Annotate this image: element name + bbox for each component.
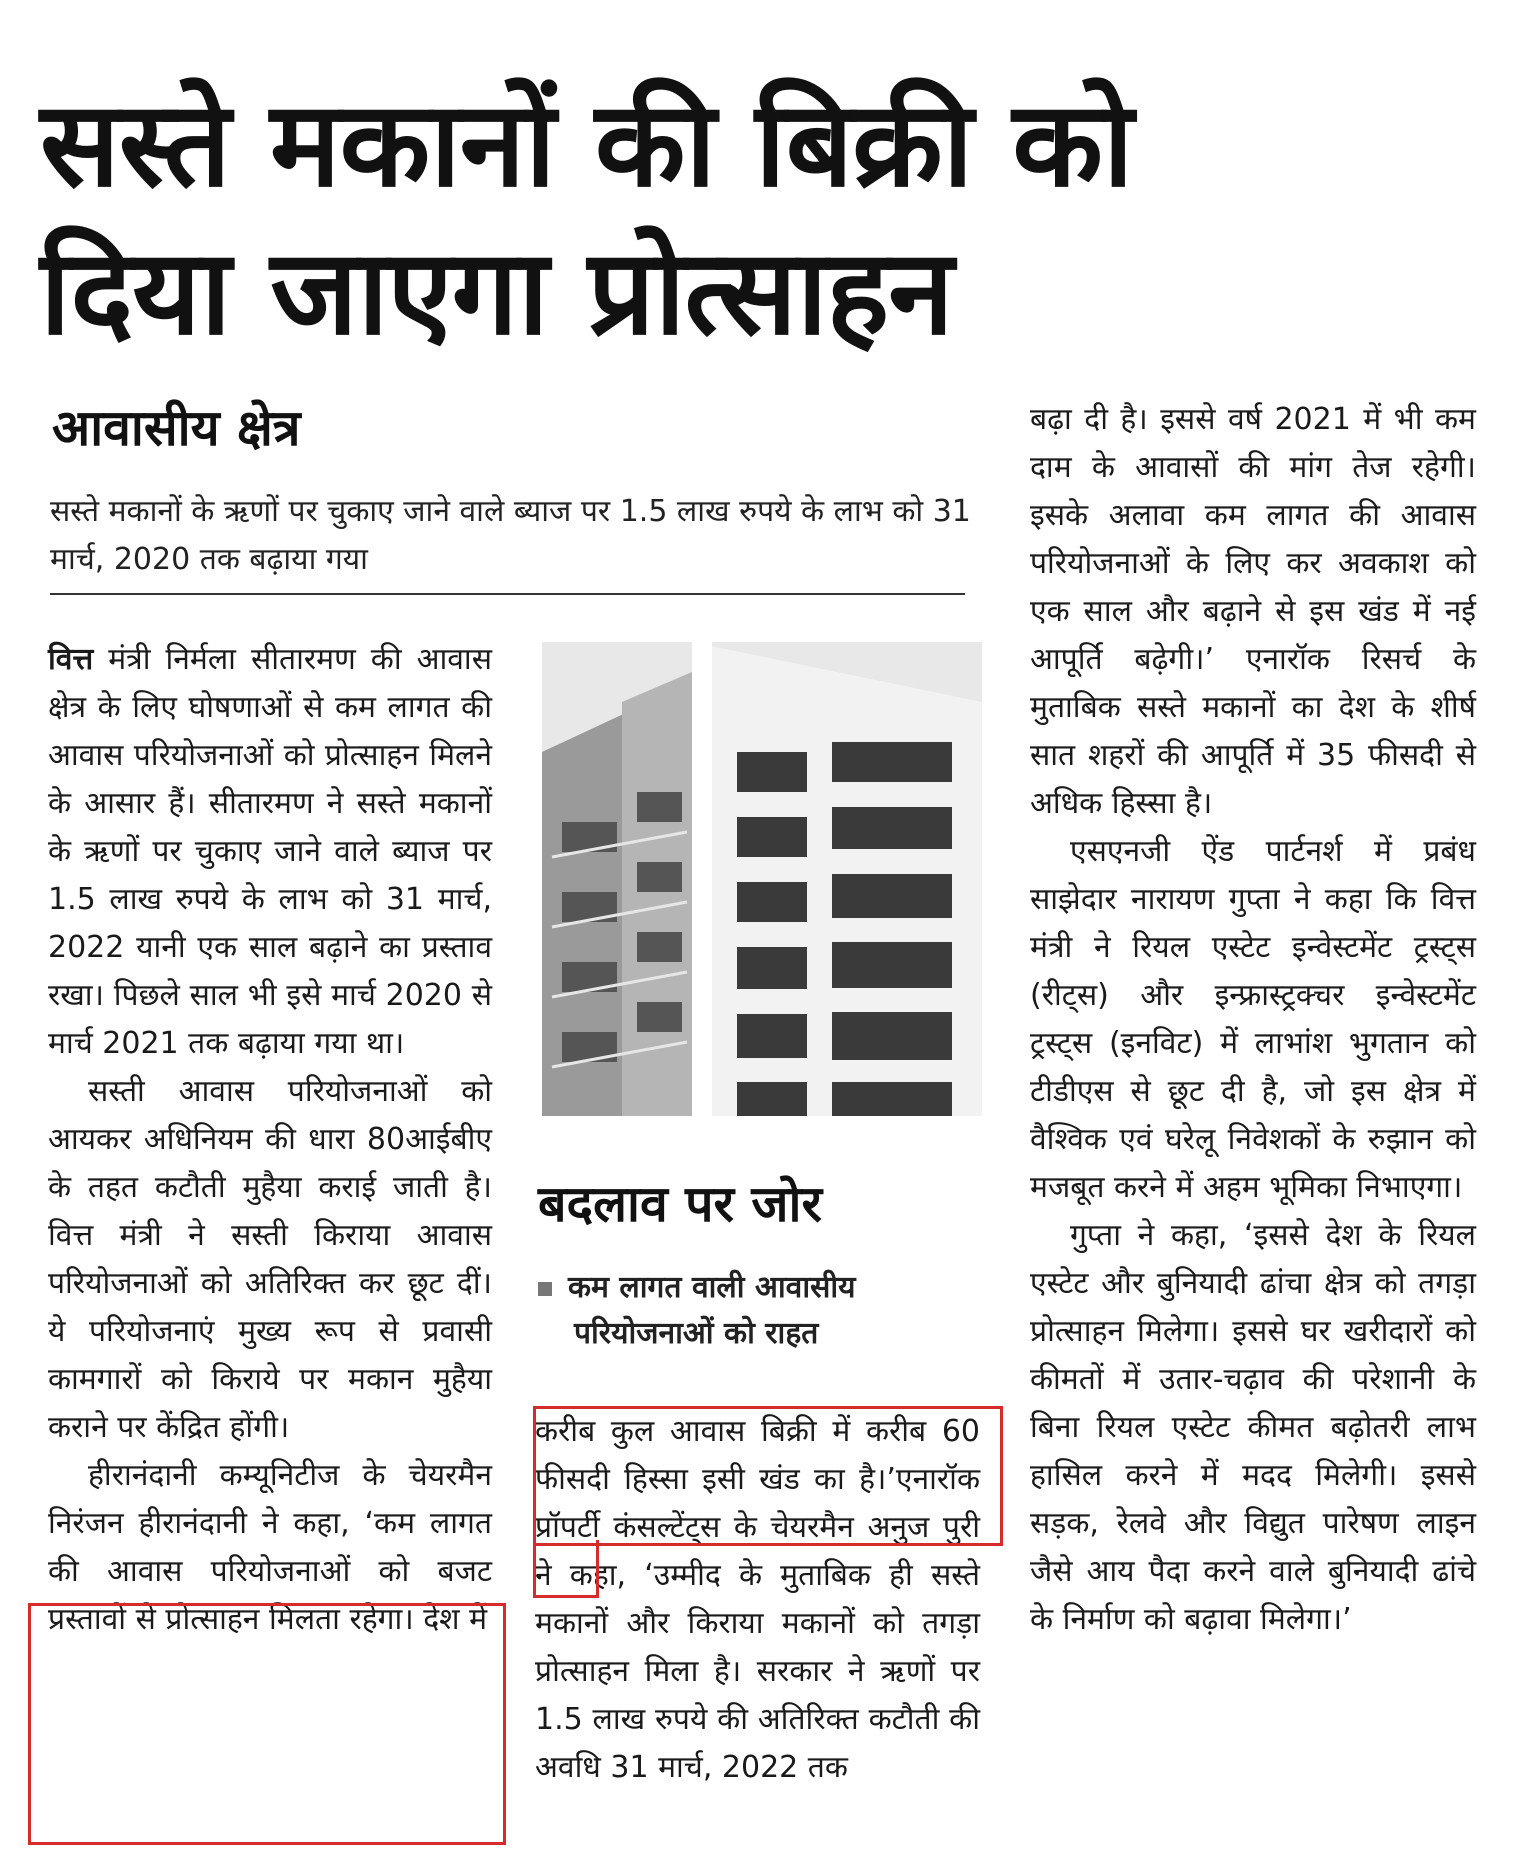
headline-line-2: दिया जाएगा प्रोत्साहन [40, 223, 953, 361]
divider-rule [50, 593, 965, 595]
left-paragraph-3: हीरानंदानी कम्यूनिटीज के चेयरमैन निरंजन हीरानंदानी ने कहा, ‘कम लागत की आवास परियोजनाओं को बजट प्रस्तावों से प्रोत्साहन मिलता रहेगा। देश में [48, 1458, 492, 1637]
right-column [1030, 396, 1476, 1644]
middle-column [535, 1408, 980, 1792]
right-paragraph-1: बढ़ा दी है। इससे वर्ष 2021 में भी कम दाम के आवासों की मांग तेज रहेगी। इसके अलावा कम लागत की आवास परियोजनाओं के लिए कर अवकाश को एक साल और बढ़ाने से इस खंड में नई आपूर्ति बढ़ेगी।’ एनारॉक रिसर्च के मुताबिक सस्ते मकानों का देश के शीर्ष सात शहरों की आपूर्ति में 35 फीसदी से अधिक हिस्सा है। [1030, 402, 1476, 821]
right-paragraph-2: एसएनजी ऐंड पार्टनर्श में प्रबंध साझेदार नारायण गुप्ता ने कहा कि वित्त मंत्री ने रियल एस्टेट इन्वेस्टमेंट ट्रस्ट्स (रीट्स) और इन्फ्रास्ट्रक्चर इन्वेस्टमेंट ट्रस्ट्स (इनविट) में लाभांश भुगतान को टीडीएस से छूट दी है, जो इस क्षेत्र में वैश्विक एवं घरेलू निवेशकों के रुझान को मजबूत करने में अहम भूमिका निभाएगा। [1030, 834, 1476, 1205]
left-column [48, 636, 492, 1644]
lede-word: वित्त [48, 642, 94, 677]
section-title: आवासीय क्षेत्र [52, 399, 301, 457]
bullet-line-1: कम लागत वाली आवासीय [568, 1270, 856, 1305]
middle-paragraph-1: करीब कुल आवास बिक्री में करीब 60 फीसदी हिस्सा इसी खंड का है।’एनारॉक प्रॉपर्टी कंसल्टेंट्स के चेयरमैन अनुज पुरी ने कहा, ‘उम्मीद के मुताबिक ही सस्ते मकानों और किराया मकानों को तगड़ा प्रोत्साहन मिला है। सरकार ने ऋणों पर 1.5 लाख रुपये की अतिरिक्त कटौती की अवधि 31 मार्च, 2022 तक [535, 1414, 980, 1785]
left-paragraph-1-text: मंत्री निर्मला सीतारमण की आवास क्षेत्र के लिए घोषणाओं से कम लागत की आवास परियोजनाओं को प्रोत्साहन मिलने के आसार हैं। सीतारमण ने सस्ते मकानों के ऋणों पर चुकाए जाने वाले ब्याज पर 1.5 लाख रुपये के लाभ को 31 मार्च, 2022 यानी एक साल बढ़ाने का प्रस्ताव रखा। पिछले साल भी इसे मार्च 2020 से मार्च 2021 तक बढ़ाया गया था। [48, 642, 492, 1061]
bullet-line-2: परियोजनाओं को राहत [574, 1316, 819, 1351]
headline-line-1: सस्ते मकानों की बिक्री को [40, 75, 1133, 213]
building-photo [542, 642, 982, 1116]
left-paragraph-1 [48, 636, 492, 1068]
left-paragraph-2: सस्ती आवास परियोजनाओं को आयकर अधिनियम की धारा 80आईबीए के तहत कटौती मुहैया कराई जाती है। वित्त मंत्री ने सस्ती किराया आवास परियोजनाओं को अतिरिक्त कर छूट दीं। ये परियोजनाएं मुख्य रूप से प्रवासी कामगारों को किराये पर मकान मुहैया कराने पर केंद्रित होंगी। [48, 1074, 492, 1445]
box-title: बदलाव पर जोर [538, 1175, 822, 1233]
headline [40, 70, 1480, 366]
subheadline: सस्ते मकानों के ऋणों पर चुकाए जाने वाले ब्याज पर 1.5 लाख रुपये के लाभ को 31 मार्च, 2020 तक बढ़ाया गया [50, 494, 971, 577]
bullet-square-icon [538, 1282, 552, 1296]
building-photo-icon [542, 642, 982, 1116]
right-paragraph-3: गुप्ता ने कहा, ‘इससे देश के रियल एस्टेट और बुनियादी ढांचा क्षेत्र को तगड़ा प्रोत्साहन मिलेगा। इससे घर खरीदारों को कीमतों में उतार-चढ़ाव की परेशानी के बिना रियल एस्टेट कीमत बढ़ोतरी लाभ हासिल करने में मदद मिलेगी। इससे सड़क, रेलवे और विद्युत पारेषण लाइन जैसे आय पैदा करने वाले बुनियादी ढांचे के निर्माण को बढ़ावा मिलेगा।’ [1030, 1218, 1476, 1637]
box-bullet [538, 1265, 978, 1357]
